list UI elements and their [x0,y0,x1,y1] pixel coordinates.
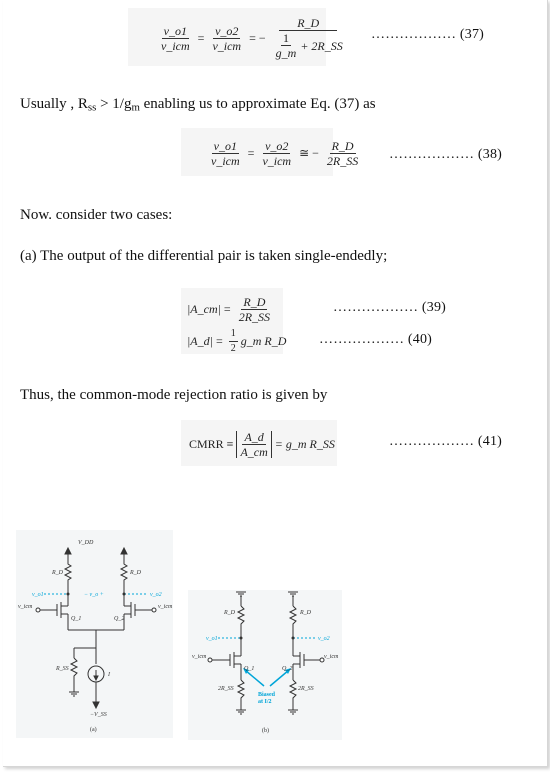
fig-a-i-label: I [108,672,110,678]
eq38-lhs2-den: v_icm [262,153,292,168]
equation-41 [189,424,335,464]
figure-b-schematic [188,590,342,740]
equation-38-number: ……………… (38) [389,147,503,162]
fig-b-biased-label-2: at I/2 [258,699,272,705]
fig-a-vss-label: −V_SS [90,712,107,718]
figure-a-caption: (a) [90,727,97,733]
eq40-half-den: 2 [230,342,236,354]
eq41-lhs: CMRR ≡ [189,436,234,451]
fig-b-rss1-label: 2R_SS [218,686,234,692]
equation-39-number: ……………… (39) [333,300,447,315]
fig-b-q2-label: Q_2 [282,666,293,672]
figure-a-schematic [16,530,173,738]
eq41-rhs: = g_m R_SS [274,436,335,451]
eq37-rss-term: + 2R_SS [300,38,343,53]
equation-40-number: ……………… (40) [319,332,433,347]
eq37-one: 1 [282,31,289,45]
fig-a-q1-label: Q_1 [71,616,82,622]
eq40-rest: g_m R_D [240,333,287,348]
case-a-paragraph: (a) The output of the differential pair is taken single-endedly; [20,248,388,264]
usually-paragraph [20,95,376,117]
eq38-lhs1-num: v_o1 [213,138,237,153]
equation-39: |A_cm| = $\frac{R\_D}{2R\_SS}$ [187,294,271,324]
eq40-lhs: |A_d| [187,333,213,348]
equation-37-number: ……………… (37) [371,27,485,42]
fig-a-rd1-label: R_D [52,570,63,576]
fig-b-vo2-label: v_o2 [318,636,330,642]
eq37-gm: g_m [275,46,297,60]
usually-gm-sub: m [131,101,140,114]
fig-a-vicm-right: v_icm [158,604,173,610]
fig-b-rss2-label: 2R_SS [298,686,314,692]
fig-a-vicm-left: v_icm [18,604,33,610]
equation-37: $\frac{v\_o1}{\text{v\_icm}}$ = $\frac{v\_o2}{\text{v\_icm}}$ = − R_D $\frac{1}{g\_m}$ + 2R_SS [161,16,343,60]
document-page [3,0,548,767]
usually-rss-sub: ss [87,101,97,114]
eq38-lhs2-num: v_o2 [265,138,289,153]
equation-40: |A_d| = $\frac{1}{2}$ g_m R_D [187,327,287,354]
eq38-lhs1-den: v_icm [211,153,240,168]
eq37-lhs2-num: v_o2 [215,23,239,38]
fig-a-vdd-label: V_DD [78,540,94,546]
fig-a-vo-mid-label: − v_o + [84,592,104,598]
equation-41-number: ……………… (41) [389,434,503,449]
eq41-frac-num: A_d [244,429,264,444]
equation-38: $\frac{v\_o1}{\text{v\_icm}}$ = $\frac{v\_o2}{\text{v\_icm}}$ ≅ − $\frac{R\_D}{2R\_SS}$ [211,138,359,168]
eq40-half-num: 1 [229,328,238,342]
fig-a-vo2-label: v_o2 [150,592,162,598]
eq39-rhs-den: 2R_SS [238,309,271,324]
usually-suffix: enabling us to approximate Eq. (37) as [139,96,376,112]
eq37-rhs-num: R_D [279,17,337,31]
eq39-rhs-num: R_D [243,294,266,309]
fig-b-biased-label: Biased [258,692,276,698]
fig-b-vicm-left: v_icm [192,654,207,660]
fig-b-rd2-label: R_D [300,610,311,616]
eq38-approx: ≅ − [299,145,319,160]
eq38-rhs-num: R_D [331,138,354,153]
figure-b-caption: (b) [262,728,269,734]
fig-b-vicm-right: v_icm [324,654,339,660]
eq41-frac-den: A_cm [240,444,268,459]
usually-prefix: Usually , R [20,96,88,112]
fig-b-rd1-label: R_D [224,610,235,616]
fig-b-q1-label: Q_1 [244,666,255,672]
fig-a-q2-label: Q_2 [114,616,125,622]
eq37-lhs1-num: v_o1 [163,23,187,38]
eq38-rhs-den: 2R_SS [326,153,359,168]
fig-a-vo1-label: v_o1 [32,592,44,598]
figure-b [188,590,342,740]
usually-mid: > 1/g [96,96,132,112]
figure-a [16,530,173,738]
fig-a-rd2-label: R_D [130,570,141,576]
eq37-lhs1-den: v_icm [161,38,190,53]
eq39-lhs: |A_cm| [187,301,221,316]
fig-a-rss-label: R_SS [56,666,69,672]
eq37-lhs2-den: v_icm [212,38,242,53]
now-paragraph: Now. consider two cases: [20,207,173,223]
thus-paragraph: Thus, the common-mode rejection ratio is given by [20,387,328,403]
fig-b-vo1-label: v_o1 [206,636,218,642]
